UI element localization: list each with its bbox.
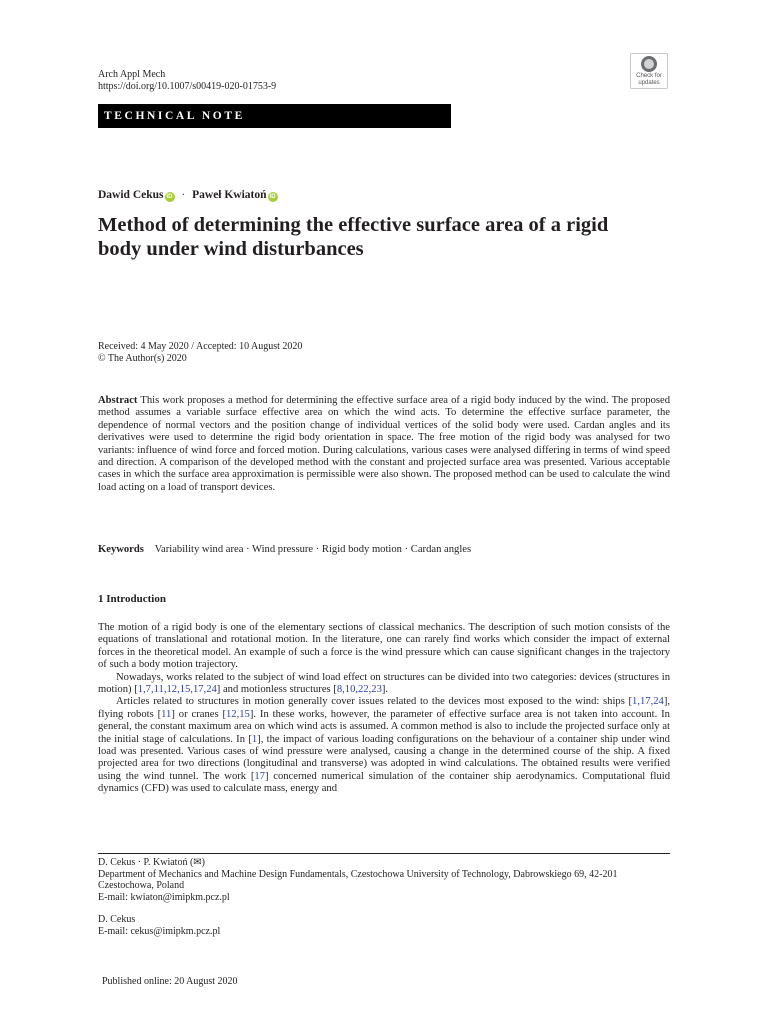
author-name[interactable]: Dawid Cekus [98,189,164,201]
title-line: Method of determining the effective surface area of a rigid [98,214,609,236]
article-type-banner: TECHNICAL NOTE [98,104,451,128]
citation-link[interactable]: 1 [251,733,258,745]
keywords-text: Variability wind area · Wind pressure · Rigid body motion · Cardan angles [154,544,472,555]
section-heading: 1 Introduction [98,593,166,605]
affiliation: Department of Mechanics and Machine Design Fundamentals, Czestochowa University of Technology, Dabrowskiego 69, 42-201 Czestochowa, Poland [98,868,618,891]
paragraph: The motion of a rigid body is one of the elementary sections of classical mechanics. The description of such motion consists of the equations of translational and rotational motion. In the literature, one can rarely find works which consider the impact of external forces in the theoretical model. An example of such a force is the wind pressure which can cause significant changes in the trajectory of such a body motion trajectory. [98,622,670,671]
author-affiliations [98,857,670,937]
doi-link[interactable]: https://doi.org/10.1007/s00419-020-01753-9 [98,81,277,92]
citation-link[interactable]: 12,15 [226,708,250,720]
abstract-text: This work proposes a method for determining the effective surface area of a rigid body induced by the wind. The proposed method assumes a variable surface effective area on which the wind acts. To determine the effective surface parameter, the dependence of normal vectors and the position change of individual vertices of the solid body were used. Cardan angles and its derivatives were used to determine the rigid body orientation in space. The free motion of the rigid body was analysed for two variants: influence of wind force and forced motion. During calculations, various cases were analysed differing in terms of wind speed and direction. A comparison of the developed method with the constant and projected surface area was presented. Various acceptable cases in which the surface area approximation is permissible were also shown. The proposed method can be used to calculate the wind load acting on a load of transport devices. [98,395,671,493]
citation-link[interactable]: 1,7,11,12,15,17,24 [137,684,217,696]
author-list [98,189,670,202]
introduction-body [98,622,670,796]
corresponding-authors: D. Cekus · P. Kwiatoń (✉) [98,857,205,868]
text-run: ]. [381,684,389,696]
text-run: ] or cranes [ [171,708,226,720]
journal-header [98,69,670,93]
abstract [98,395,670,494]
orcid-icon[interactable]: iD [166,194,173,200]
journal-name: Arch Appl Mech [98,69,166,80]
text-run: ] concerned numerical simulation of the container ship aerodynamics. Computational fluid dynamics (CFD) was used to calculate mass, energy and [98,770,670,795]
abstract-label: Abstract [98,395,138,406]
paragraph [98,672,670,697]
check-updates-line1: Check for [636,73,662,79]
check-updates-icon [641,56,657,72]
citation-link[interactable]: 1,17,24 [632,696,664,708]
title-line: body under wind disturbances [98,238,364,260]
citation-link[interactable]: 8,10,22,23 [336,684,382,696]
author-name: D. Cekus [98,914,136,925]
published-date: Published online: 20 August 2020 [102,976,238,987]
check-updates-line2: updates [638,79,660,86]
text-run: ]. In these works, however, the parameter of effective surface area is not taken into account. In general, the constant maximum area on which wind acts is assumed. A common method is also to include the projected surface only at the initial stage of calculations. In [ [98,708,670,745]
citation-link[interactable]: 11 [161,708,172,720]
text-run: ], the impact of various loading configurations on the behaviour of a container ship under wind load was presented. Various cases of wind pressure were analysed, causing a change in the determined course of the ship. A fixed projected area for two directions (longitudinal and transverse) was adopted in wind calculations. The obtained results were verified using the wind tunnel. The work [ [98,733,670,782]
text-run: ], flying robots [ [98,696,670,720]
article-title [98,213,678,261]
text-run: ] and motionless structures [ [216,684,337,696]
article-dates [98,341,670,365]
orcid-icon[interactable]: iD [269,194,276,200]
keywords-label: Keywords [98,544,144,555]
footnote-rule [98,853,670,854]
received-accepted: Received: 4 May 2020 / Accepted: 10 August 2020 [98,341,303,352]
paragraph [98,696,670,795]
author-separator: · [181,189,186,201]
email-link[interactable]: E-mail: kwiaton@imipkm.pcz.pl [98,891,230,903]
author-name[interactable]: Paweł Kwiatoń [192,189,267,201]
check-for-updates-badge[interactable] [630,53,668,89]
text-run: Nowadays, works related to the subject of wind load effect on structures can be divided into two categories: devices (structures in motion) [ [98,671,670,696]
text-run: Articles related to structures in motion generally cover issues related to the devices most exposed to the wind: ships [ [116,696,633,708]
keywords [98,544,670,555]
citation-link[interactable]: 17 [254,770,265,782]
email-link[interactable]: E-mail: cekus@imipkm.pcz.pl [98,925,221,937]
copyright: © The Author(s) 2020 [98,353,187,364]
